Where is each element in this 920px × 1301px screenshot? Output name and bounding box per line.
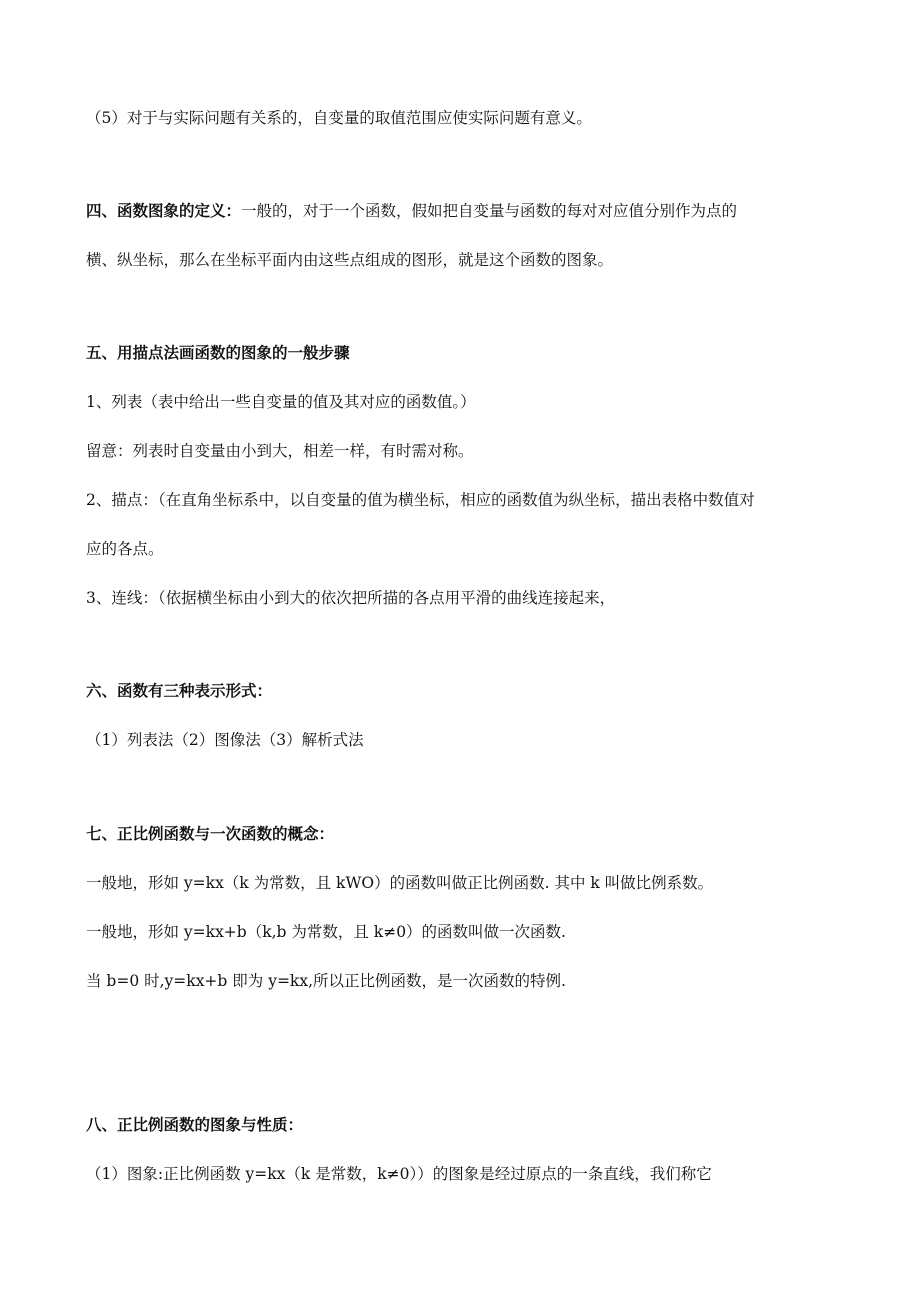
section-5-heading: 五、用描点法画函数的图象的一般步骤 <box>86 343 350 362</box>
paragraph-graph-definition <box>86 200 860 222</box>
section-8-line-1: （1）图象:正比例函数 y=kx（k 是常数，k≠0））的图象是经过原点的一条直线，我们称它 <box>86 1165 712 1183</box>
section-6-heading: 六、函数有三种表示形式： <box>86 681 273 700</box>
section-4-text-part1: 一般的，对于一个函数，假如把自变量与函数的每对对应值分别作为点的 <box>241 202 738 220</box>
section-7-line-1: 一般地，形如 y=kx（k 为常数，且 kWO）的函数叫做正比例函数. 其中 k 叫做比例系数。 <box>86 874 714 892</box>
section-5-step-1: 1、列表（表中给出一些自变量的值及其对应的函数值。） <box>86 393 476 411</box>
section-7-line-3: 当 b=0 时,y=kx+b 即为 y=kx,所以正比例函数，是一次函数的特例. <box>86 972 566 990</box>
section-5-step-2-part2: 应的各点。 <box>86 540 164 558</box>
section-4-text-part2: 横、纵坐标，那么在坐标平面内由这些点组成的图形，就是这个函数的图象。 <box>86 251 614 269</box>
section-5-step-3: 3、连线：（依据横坐标由小到大的依次把所描的各点用平滑的曲线连接起来， <box>86 589 616 607</box>
section-5-step-2-part1: 2、描点：（在直角坐标系中，以自变量的值为横坐标，相应的函数值为纵坐标，描出表格中数值对 <box>86 491 755 509</box>
section-4-heading: 四、函数图象的定义： <box>86 201 242 220</box>
section-8-heading: 八、正比例函数的图象与性质： <box>86 1115 304 1134</box>
section-6-text: （1）列表法（2）图像法（3）解析式法 <box>86 731 364 749</box>
paragraph-variable-range: （5）对于与实际问题有关系的，自变量的取值范围应使实际问题有意义。 <box>86 109 592 127</box>
section-7-heading: 七、正比例函数与一次函数的概念： <box>86 824 335 843</box>
section-5-note: 留意：列表时自变量由小到大，相差一样，有时需对称。 <box>86 442 474 460</box>
section-7-line-2: 一般地，形如 y=kx+b（k,b 为常数，且 k≠0）的函数叫做一次函数. <box>86 923 566 941</box>
